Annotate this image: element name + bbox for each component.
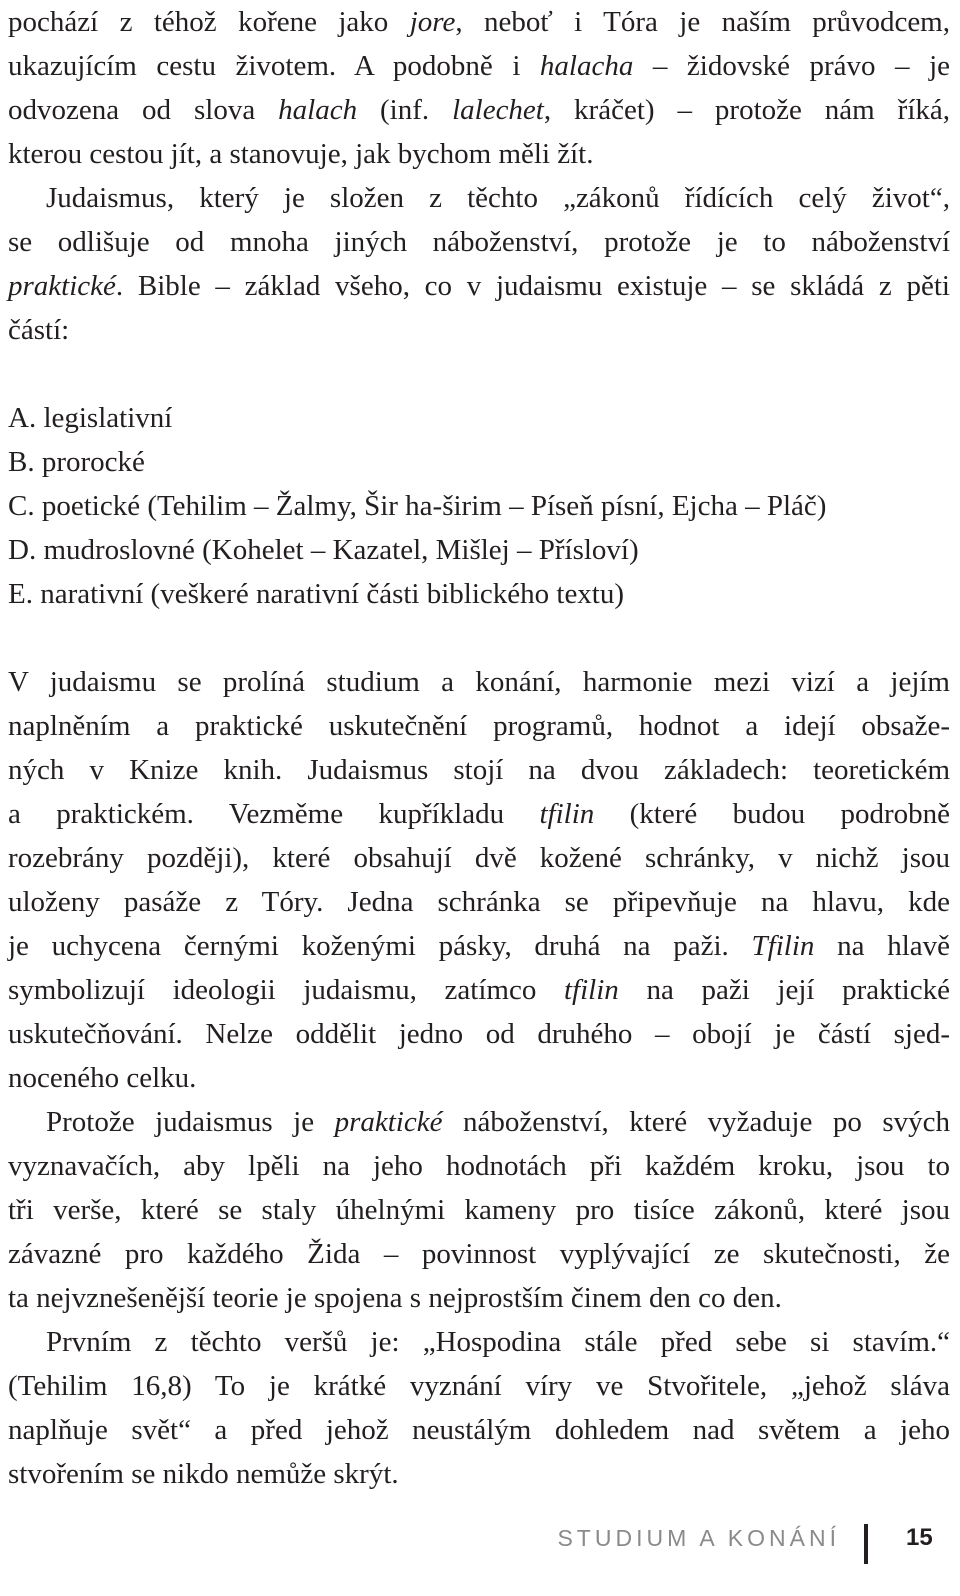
text-line: (Tehilim 16,8) To je krátké vyznání víry ve Stvořitele, „jehož sláva <box>8 1370 950 1402</box>
spacer <box>8 616 950 660</box>
italic-term: Tfilin <box>751 930 815 962</box>
text-line <box>8 1100 950 1144</box>
text-run: ukazujícím cestu životem. A podobně i <box>8 50 540 82</box>
list-item: A. legislativní <box>8 402 173 434</box>
text-run: – židovské právo – je <box>633 50 951 82</box>
text-run: náboženství, které vyžaduje po svých <box>442 1106 950 1138</box>
list-item: B. prorocké <box>8 446 145 478</box>
text-run: Protože judaismus je <box>46 1106 335 1138</box>
text-run: na hlavě <box>814 930 951 962</box>
text-line <box>8 44 950 88</box>
italic-term: lalechet <box>452 94 544 126</box>
text-line: rozebrány později), které obsahují dvě kožené schránky, v nichž jsou <box>8 842 950 874</box>
footer-divider <box>864 1524 868 1564</box>
text-line: vyznavačích, aby lpěli na jeho hodnotách při každém kroku, jsou to <box>8 1150 950 1182</box>
list-item: C. poetické (Tehilim – Žalmy, Šir ha-širim – Píseň písní, Ejcha – Pláč) <box>8 490 827 522</box>
bible-parts-list <box>8 396 950 616</box>
italic-term: tfilin <box>539 798 595 830</box>
italic-term: tfilin <box>564 974 619 1006</box>
text-line: noceného celku. <box>8 1062 197 1094</box>
intro-paragraph <box>8 0 950 352</box>
text-line <box>8 88 950 132</box>
list-item: D. mudroslovné (Kohelet – Kazatel, Mišlej – Přísloví) <box>8 534 639 566</box>
text-line: naplněním a praktické uskutečnění programů, hodnot a idejí obsaže- <box>8 710 950 742</box>
italic-term: jore <box>409 6 456 38</box>
italic-term: praktické <box>8 270 116 302</box>
running-footer-title: STUDIUM A KONÁNÍ <box>557 1525 840 1551</box>
text-line: uskutečňování. Nelze oddělit jedno od druhého – obojí je částí sjed- <box>8 1018 950 1050</box>
text-line: stvořením se nikdo nemůže skrýt. <box>8 1458 399 1490</box>
practical-religion-paragraph <box>8 1100 950 1320</box>
page-number: 15 <box>906 1524 933 1551</box>
text-line: Prvním z těchto veršů je: „Hospodina stále před sebe si stavím.“ <box>46 1326 950 1358</box>
italic-term: halach <box>278 94 358 126</box>
text-line: ných v Knize knih. Judaismus stojí na dvou základech: teoretickém <box>8 754 950 786</box>
text-line: uloženy pasáže z Tóry. Jedna schránka se připevňuje na hlavu, kde <box>8 886 950 918</box>
study-action-paragraph <box>8 660 950 1100</box>
text-line: tři verše, které se staly úhelnými kameny pro tisíce zákonů, které jsou <box>8 1194 950 1226</box>
text-line <box>8 968 950 1012</box>
page-footer <box>0 1518 960 1558</box>
page-body <box>8 0 950 1496</box>
list-item: E. narativní (veškeré narativní části biblického textu) <box>8 578 625 610</box>
text-line: se odlišuje od mnoha jiných náboženství, protože je to náboženství <box>8 226 950 258</box>
text-run: na paži její praktické <box>618 974 950 1006</box>
italic-term: praktické <box>334 1106 443 1138</box>
text-line: V judaismu se prolíná studium a konání, harmonie mezi vizí a jejím <box>8 666 950 698</box>
text-line <box>8 264 950 308</box>
text-run: je uchycena černými koženými pásky, druhá na paži. <box>8 930 752 962</box>
text-line <box>8 924 950 968</box>
text-run: , neboť i Tóra je naším průvodcem, <box>455 6 950 38</box>
text-line: ta nejvznešenější teorie je spojena s nejprostším činem den co den. <box>8 1282 782 1314</box>
italic-term: halacha <box>539 50 634 82</box>
text-run: a praktickém. Vezměme kupříkladu <box>8 798 540 830</box>
text-line: kterou cestou jít, a stanovuje, jak bychom měli žít. <box>8 138 594 170</box>
text-run: , kráčet) – protože nám říká, <box>543 94 950 126</box>
text-line: částí: <box>8 314 70 346</box>
text-line <box>8 0 950 44</box>
text-line: závazné pro každého Žida – povinnost vyplývající ze skutečnosti, že <box>8 1238 950 1270</box>
first-verse-paragraph <box>8 1320 950 1496</box>
text-run: symbolizují ideologii judaismu, zatímco <box>8 974 564 1006</box>
text-run: (které budou podrobně <box>594 798 950 830</box>
spacer <box>8 352 950 396</box>
text-run: pochází z téhož kořene jako <box>8 6 410 38</box>
text-line <box>8 792 950 836</box>
text-run: (inf. <box>357 94 453 126</box>
text-run: odvozena od slova <box>8 94 279 126</box>
text-run: . Bible – základ všeho, co v judaismu existuje – se skládá z pěti <box>115 270 950 302</box>
text-line: Judaismus, který je složen z těchto „zákonů řídících celý život“, <box>46 182 950 214</box>
text-line: naplňuje svět“ a před jehož neustálým dohledem nad světem a jeho <box>8 1414 950 1446</box>
